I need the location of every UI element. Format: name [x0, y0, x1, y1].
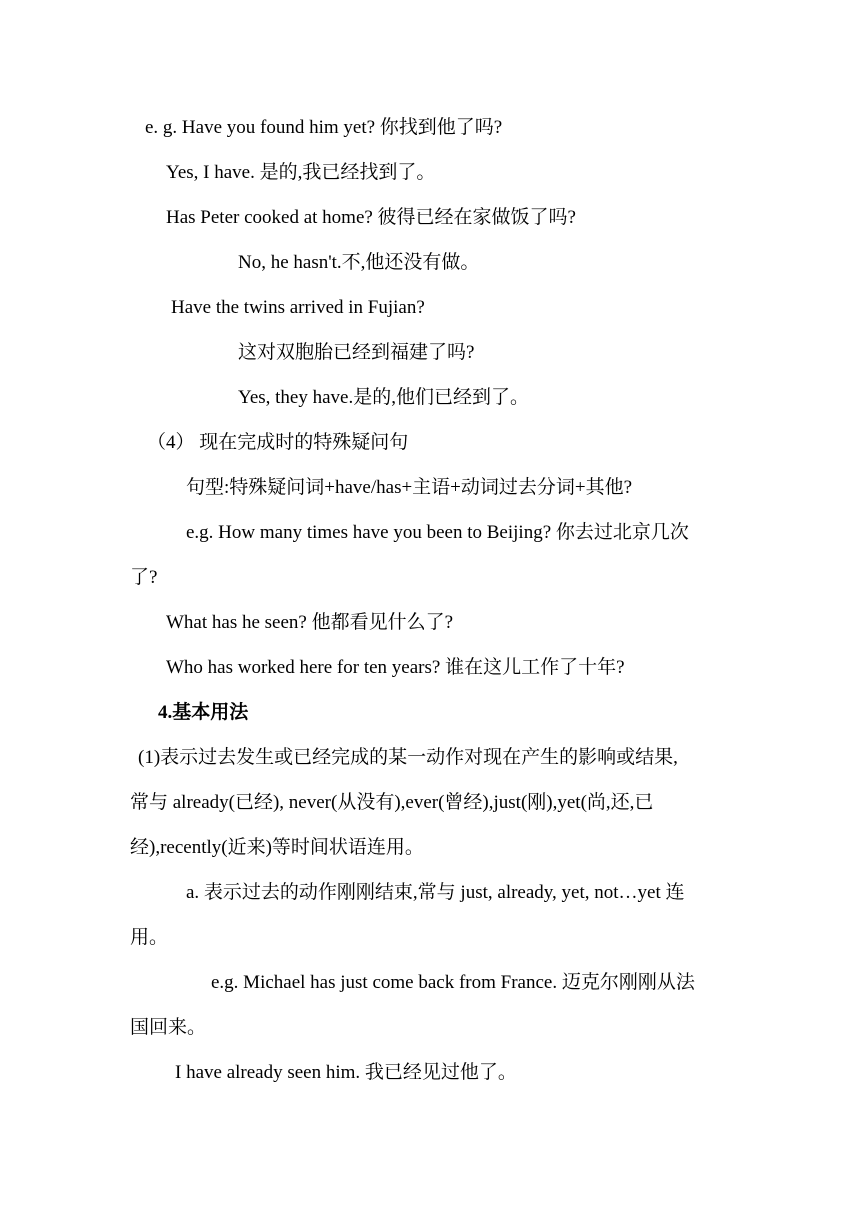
example-answer-2: No, he hasn't.不,他还没有做。 — [238, 252, 480, 273]
usage-point-a-line-1: a. 表示过去的动作刚刚结束,常与 just, already, yet, not…yet 连 — [186, 882, 685, 903]
example-question-3-translation: 这对双胞胎已经到福建了吗? — [238, 342, 475, 363]
example-answer-3: Yes, they have.是的,他们已经到了。 — [238, 387, 529, 408]
usage-point-a-line-2: 用。 — [130, 927, 169, 948]
example-special-question-3: Who has worked here for ten years? 谁在这儿工作了十年? — [166, 657, 625, 678]
example-special-question-1-cont: 了? — [130, 567, 158, 588]
sentence-pattern: 句型:特殊疑问词+have/has+主语+动词过去分词+其他? — [186, 477, 633, 498]
example-answer-1: Yes, I have. 是的,我已经找到了。 — [166, 162, 436, 183]
section-heading-basic-usage: 4.基本用法 — [158, 702, 249, 723]
example-usage-2: I have already seen him. 我已经见过他了。 — [175, 1062, 517, 1083]
example-special-question-1: e.g. How many times have you been to Beijing? 你去过北京几次 — [186, 522, 689, 543]
usage-paragraph-line-3: 经),recently(近来)等时间状语连用。 — [130, 837, 424, 858]
example-question-2: Has Peter cooked at home? 彼得已经在家做饭了吗? — [166, 207, 576, 228]
usage-paragraph-line-2: 常与 already(已经), never(从没有),ever(曾经),just(刚),yet(尚,还,已 — [130, 792, 654, 813]
example-usage-1: e.g. Michael has just come back from France. 迈克尔刚刚从法 — [211, 972, 695, 993]
example-question-1: e. g. Have you found him yet? 你找到他了吗? — [145, 117, 503, 138]
usage-paragraph-line-1: (1)表示过去发生或已经完成的某一动作对现在产生的影响或结果, — [138, 747, 678, 768]
section-heading-special-questions: （4） 现在完成时的特殊疑问句 — [147, 432, 409, 453]
example-question-3: Have the twins arrived in Fujian? — [171, 297, 425, 318]
example-usage-1-cont: 国回来。 — [130, 1017, 207, 1038]
example-special-question-2: What has he seen? 他都看见什么了? — [166, 612, 454, 633]
